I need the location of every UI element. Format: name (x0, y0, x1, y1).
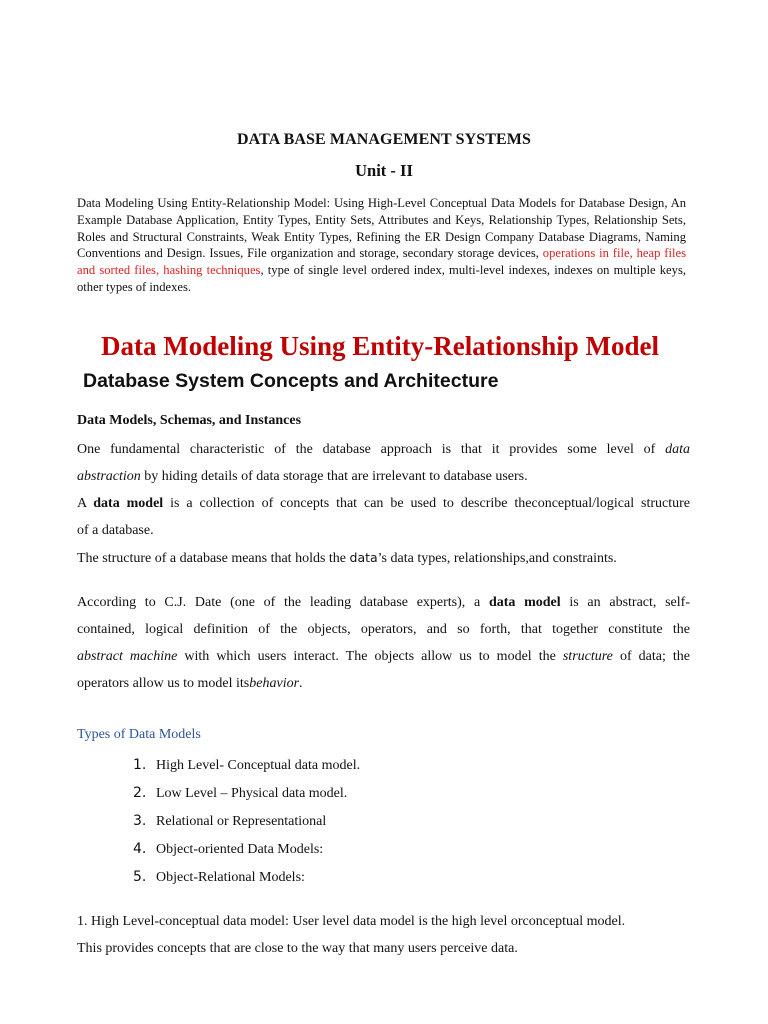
syllabus-text: Data Modeling Using Entity-Relationship Model: Using High-Level Conceptual Data Models for Database Design, An Example Database Application, Entity Types, Entity Sets, Attributes and Keys, Relationship Types, Relationship Sets, Roles and Structural Constraints, Weak Entity Types, Refining the ER Design Company Database Diagrams, Naming Conventions and Design. Issues, File organization and storage, secondary storage devices, (77, 196, 686, 261)
sub-heading: Database System Concepts and Architecture (83, 370, 499, 392)
list-item: 5. Object-Relational Models: (133, 869, 305, 885)
types-list (133, 754, 360, 894)
paragraph-line: of a database. (77, 523, 154, 538)
syllabus-highlight: operations in file, heap files and sorted files, hashing techniques (77, 246, 686, 278)
paragraph-data-model-definition (77, 490, 690, 544)
emphasis-structure: structure (562, 649, 613, 664)
types-heading: Types of Data Models (77, 727, 201, 742)
list-item: 3. Relational or Representational (133, 813, 327, 829)
paragraph-line: abstract machine with which users interact. The objects allow us to model the structure of data; the (77, 649, 690, 664)
paragraph-cj-date (77, 589, 690, 697)
paragraph-line: contained, logical definition of the objects, operators, and so forth, that together constitute the (77, 622, 690, 637)
emphasis-abstraction: abstraction (77, 469, 141, 484)
term-data-model: data model (93, 496, 164, 511)
main-heading: Data Modeling Using Entity-Relationship Model (100, 331, 660, 361)
paragraph-line: The structure of a database means that holds the data’s data types, relationships,and constraints. (77, 550, 617, 566)
list-item: 1. High Level- Conceptual data model. (133, 757, 361, 773)
paragraph-line: One fundamental characteristic of the database approach is that it provides some level of data (77, 442, 690, 457)
emphasis-behavior: behavior (249, 676, 300, 691)
paragraph-structure (77, 544, 690, 572)
term-data-model: data model (488, 595, 561, 610)
paragraph-line: abstraction by hiding details of data storage that are irrelevant to database users. (77, 469, 528, 484)
emphasis-data: data (665, 442, 690, 457)
document-title: DATA BASE MANAGEMENT SYSTEMS (237, 131, 531, 148)
list-item: 2. Low Level – Physical data model. (133, 785, 348, 801)
emphasis-abstract-machine: abstract machine (77, 649, 178, 664)
paragraph-line: This provides concepts that are close to the way that many users perceive data. (77, 941, 518, 956)
syllabus-paragraph (77, 195, 686, 296)
paragraph-high-level-model (77, 908, 690, 962)
section-heading: Data Models, Schemas, and Instances (77, 413, 302, 428)
unit-title: Unit - II (355, 161, 413, 180)
paragraph-line: According to C.J. Date (one of the leading database experts), a data model is an abstract, self- (77, 595, 690, 610)
paragraph-data-abstraction (77, 436, 690, 490)
word-data: data (349, 550, 378, 565)
list-item: 4. Object-oriented Data Models: (133, 841, 324, 857)
paragraph-line: A data model is a collection of concepts that can be used to describe theconceptual/logical structure (77, 496, 691, 511)
syllabus-text-end: , type of single level ordered index, multi-level indexes, indexes on multiple keys, other types of indexes. (77, 263, 686, 294)
paragraph-line: operators allow us to model itsbehavior. (77, 676, 303, 691)
paragraph-line: 1. High Level-conceptual data model: User level data model is the high level orconceptual model. (77, 914, 626, 929)
